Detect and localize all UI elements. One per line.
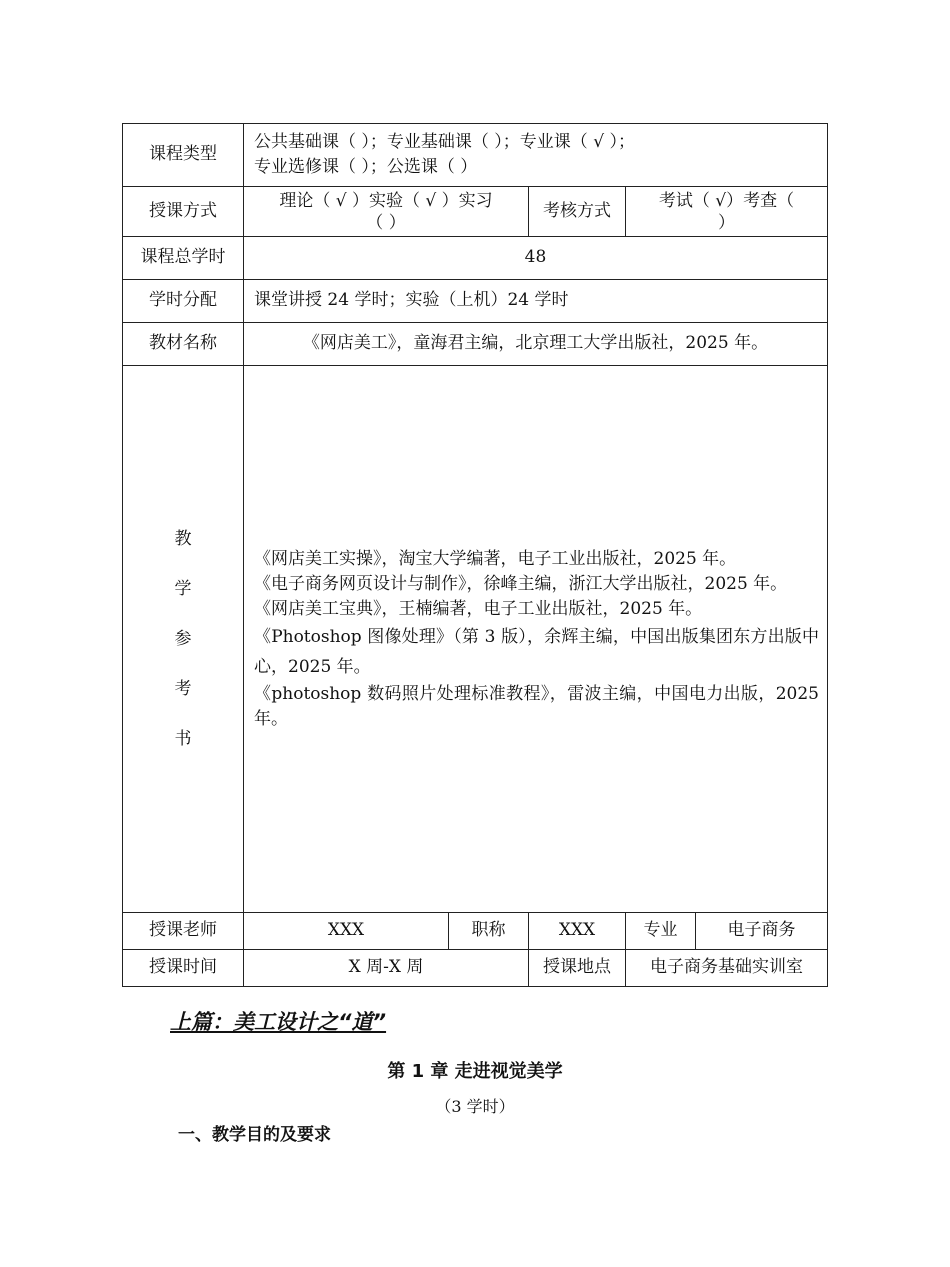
course-type-label: 课程类型 bbox=[123, 124, 244, 187]
schedule-label: 授课时间 bbox=[123, 950, 244, 987]
references-label-char: 书 bbox=[174, 729, 192, 749]
hours-distribution-label: 学时分配 bbox=[123, 280, 244, 323]
total-hours-label: 课程总学时 bbox=[123, 237, 244, 280]
textbook-value: 《网店美工》，童海君主编，北京理工大学出版社，2025 年。 bbox=[244, 323, 828, 366]
reference-item: 《网店美工实操》，淘宝大学编著，电子工业出版社，2025 年。 bbox=[254, 548, 737, 569]
part-title: 上篇：美工设计之“道” bbox=[170, 1010, 387, 1034]
teacher-row bbox=[123, 913, 828, 950]
reference-item: 《Photoshop 图像处理》（第 3 版），余辉主编，中国出版集团东方出版中心，2025 年。 bbox=[254, 626, 819, 677]
assessment-options bbox=[626, 187, 828, 237]
references-label-char: 参 bbox=[174, 629, 192, 649]
textbook-label: 教材名称 bbox=[123, 323, 244, 366]
course-type-line-2: 专业选修课（ ）；公选课（ ） bbox=[254, 157, 478, 177]
course-type-row bbox=[123, 124, 828, 187]
course-type-options bbox=[244, 124, 828, 187]
teaching-mode-label: 授课方式 bbox=[123, 187, 244, 237]
teaching-mode-line-1: 理论（ √ ）实验（ √ ）实习 bbox=[279, 190, 493, 211]
reference-item: 《电子商务网页设计与制作》，徐峰主编，浙江大学出版社，2025 年。 bbox=[254, 573, 788, 594]
references-row bbox=[123, 366, 828, 913]
total-hours-row bbox=[123, 237, 828, 280]
assessment-line-2: ） bbox=[718, 212, 735, 233]
assessment-line-1: 考试（ √）考查（ bbox=[658, 190, 795, 211]
references-label bbox=[123, 366, 244, 913]
assessment-label: 考核方式 bbox=[529, 187, 626, 237]
schedule-value: X 周-X 周 bbox=[244, 950, 529, 987]
reference-item: 《photoshop 数码照片处理标准教程》，雷波主编，中国电力出版，2025 年。 bbox=[254, 683, 819, 729]
references-label-char: 学 bbox=[174, 579, 192, 599]
major-label: 专业 bbox=[626, 913, 696, 950]
teacher-value: XXX bbox=[244, 913, 449, 950]
textbook-row bbox=[123, 323, 828, 366]
major-value: 电子商务 bbox=[696, 913, 828, 950]
section-title: 一、教学目的及要求 bbox=[178, 1125, 331, 1145]
reference-item: 《网店美工宝典》，王楠编著，电子工业出版社，2025 年。 bbox=[254, 598, 703, 619]
title-label: 职称 bbox=[449, 913, 529, 950]
teaching-mode-line-2: （ ） bbox=[366, 212, 406, 233]
teaching-mode-options bbox=[244, 187, 529, 237]
course-info-table bbox=[122, 123, 828, 987]
chapter-title: 第 1 章 走进视觉美学 bbox=[387, 1061, 563, 1082]
course-type-line-1: 公共基础课（ ）；专业基础课（ ）；专业课（ √ ）； bbox=[254, 132, 635, 152]
hours-distribution-row bbox=[123, 280, 828, 323]
schedule-row bbox=[123, 950, 828, 987]
hours-distribution-value: 课堂讲授 24 学时；实验（上机）24 学时 bbox=[244, 280, 828, 323]
location-label: 授课地点 bbox=[529, 950, 626, 987]
references-label-char: 考 bbox=[174, 679, 192, 699]
total-hours-value: 48 bbox=[244, 237, 828, 280]
references-label-char: 教 bbox=[174, 529, 192, 549]
teacher-label: 授课老师 bbox=[123, 913, 244, 950]
location-value: 电子商务基础实训室 bbox=[626, 950, 828, 987]
references-list bbox=[244, 366, 828, 913]
chapter-hours: （3 学时） bbox=[435, 1097, 515, 1116]
teaching-mode-row bbox=[123, 187, 828, 237]
title-value: XXX bbox=[529, 913, 626, 950]
